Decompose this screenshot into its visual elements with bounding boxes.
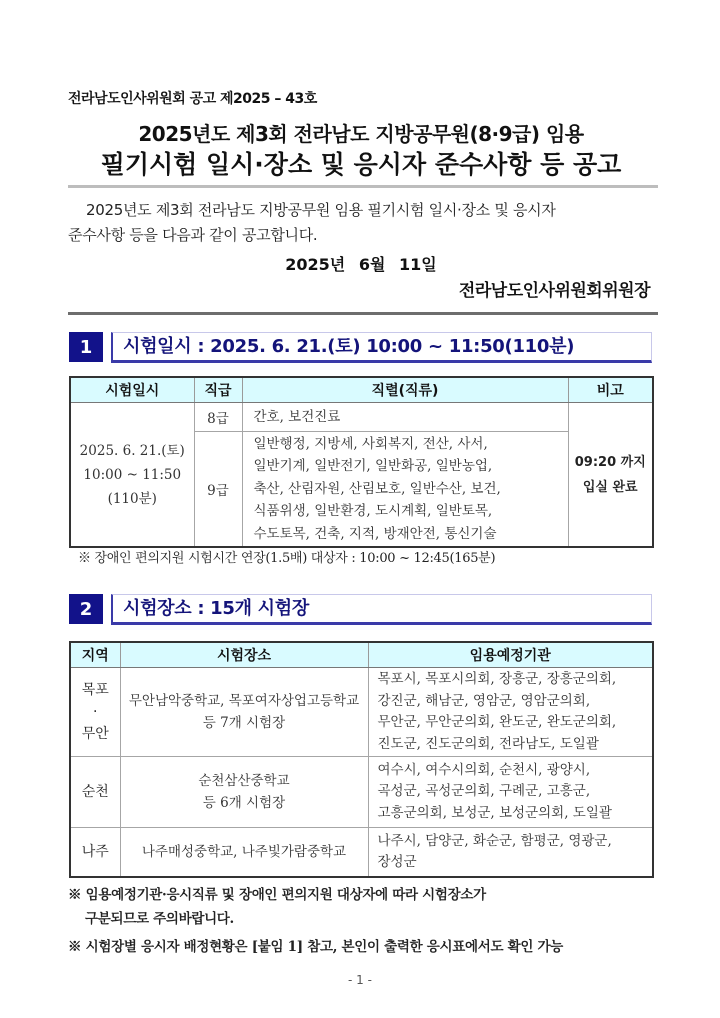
announcement-date: 2025년 6월 11일 — [285, 255, 437, 274]
agency-line: 목포시, 목포시의회, 장흥군, 장흥군의회, — [377, 671, 617, 687]
section-2-number: 2 — [69, 594, 103, 624]
note-line: ※ 임용예정기관·응시직류 및 장애인 편의지원 대상자에 따라 시험장소가 — [68, 887, 486, 903]
table-row — [70, 668, 653, 757]
venue-note-2: ※ 시험장별 응시자 배정현황은 [붙임 1] 참고, 본인이 출력한 응시표에서도 확인 가능 — [68, 939, 563, 955]
region-line: 무안 — [81, 726, 109, 742]
page-title: 필기시험 일시·장소 및 응시자 준수사항 등 공고 — [100, 150, 622, 179]
note-line: 구분되므로 주의바랍니다. — [85, 911, 234, 927]
remarks-cell — [568, 403, 653, 548]
venue-line: 등 6개 시험장 — [202, 795, 286, 811]
exam-date: 2025. 6. 21.(토) — [79, 442, 185, 459]
header-agency: 임용예정기관 — [368, 642, 653, 668]
jobs-line: 일반기계, 일반전기, 일반화공, 일반농업, — [253, 458, 493, 475]
venue-cell — [120, 757, 368, 828]
agency-cell — [368, 668, 653, 757]
agency-line: 장성군 — [377, 854, 417, 870]
page-number: - 1 - — [348, 973, 372, 987]
remarks-line: 09:20 까지 — [574, 454, 646, 470]
extended-time-note: ※ 장애인 편의지원 시험시간 연장(1.5배) 대상자 : 10:00 ~ 12:45(165분) — [78, 551, 496, 566]
header-grade: 직급 — [194, 377, 242, 403]
exam-venue-table — [69, 641, 654, 878]
section-1-heading — [69, 332, 652, 362]
table-row — [70, 828, 653, 878]
jobs-cell — [242, 403, 568, 432]
exam-datetime-cell — [70, 403, 194, 548]
table-header-row — [70, 377, 653, 403]
section-1-number: 1 — [69, 332, 103, 362]
region-line: 나주 — [81, 844, 109, 860]
header-remarks: 비고 — [568, 377, 653, 403]
intro-paragraph — [68, 198, 658, 248]
title-divider — [68, 185, 658, 188]
header-job-series: 직렬(직류) — [242, 377, 568, 403]
remarks-line: 입실 완료 — [582, 479, 638, 495]
section-2-title: 시험장소 : 15개 시험장 — [111, 594, 652, 625]
region-line: · — [93, 704, 98, 720]
venue-line: 순천삼산중학교 — [198, 773, 290, 789]
exam-time: 10:00 ~ 11:50 — [83, 466, 182, 483]
exam-schedule-table — [69, 376, 654, 548]
agency-line: 곡성군, 곡성군의회, 구례군, 고흥군, — [377, 783, 591, 800]
table-row — [70, 757, 653, 828]
signer: 전라남도인사위원회위원장 — [458, 281, 650, 301]
agency-cell — [368, 828, 653, 878]
agency-line: 무안군, 무안군의회, 완도군, 완도군의회, — [377, 714, 617, 730]
jobs-line: 일반행정, 지방세, 사회복지, 전산, 사서, — [253, 435, 488, 452]
agency-line: 진도군, 진도군의회, 전라남도, 도일괄 — [377, 735, 599, 752]
region-cell — [70, 668, 120, 757]
agency-line: 나주시, 담양군, 화순군, 함평군, 영광군, — [377, 832, 612, 849]
table-row — [70, 403, 653, 432]
venue-cell — [120, 828, 368, 878]
table-header-row — [70, 642, 653, 668]
header-exam-datetime: 시험일시 — [70, 377, 194, 403]
section-1-title: 시험일시 : 2025. 6. 21.(토) 10:00 ~ 11:50(110분) — [111, 332, 652, 363]
header-venue: 시험장소 — [120, 642, 368, 668]
signature-divider — [68, 312, 658, 315]
venue-note-1 — [68, 883, 660, 931]
jobs-line: 축산, 산림자원, 산림보호, 일반수산, 보건, — [253, 480, 501, 497]
agency-cell — [368, 757, 653, 828]
region-cell — [70, 757, 120, 828]
notice-number: 전라남도인사위원회 공고 제2025 – 43호 — [68, 91, 317, 107]
region-line: 순천 — [81, 784, 109, 800]
grade-cell: 8급 — [194, 403, 242, 432]
venue-line: 무안남악중학교, 목포여자상업고등학교 — [128, 693, 360, 709]
agency-line: 강진군, 해남군, 영암군, 영암군의회, — [377, 692, 591, 709]
jobs-line: 수도토목, 건축, 지적, 방재안전, 통신기술 — [253, 525, 497, 542]
agency-line: 여수시, 여수시의회, 순천시, 광양시, — [377, 761, 591, 778]
venue-notes — [68, 883, 660, 959]
grade-cell: 9급 — [194, 432, 242, 548]
exam-duration: (110분) — [107, 490, 157, 507]
jobs-line: 간호, 보건진료 — [253, 408, 341, 425]
venue-line: 나주매성중학교, 나주빛가람중학교 — [141, 844, 347, 860]
title-line-1: 2025년도 제3회 전라남도 지방공무원(8·9급) 임용 — [138, 122, 584, 146]
header-region: 지역 — [70, 642, 120, 668]
intro-line-2: 준수사항 등을 다음과 같이 공고합니다. — [68, 226, 318, 244]
agency-line: 고흥군의회, 보성군, 보성군의회, 도일괄 — [377, 804, 612, 821]
jobs-line: 식품위생, 일반환경, 도시계획, 일반토목, — [253, 503, 493, 520]
venue-cell — [120, 668, 368, 757]
region-cell — [70, 828, 120, 878]
jobs-cell — [242, 432, 568, 548]
section-2-heading — [69, 594, 652, 624]
intro-line-1: 2025년도 제3회 전라남도 지방공무원 임용 필기시험 일시·장소 및 응시자 — [86, 201, 556, 219]
venue-line: 등 7개 시험장 — [202, 715, 286, 731]
region-line: 목포 — [81, 682, 109, 698]
